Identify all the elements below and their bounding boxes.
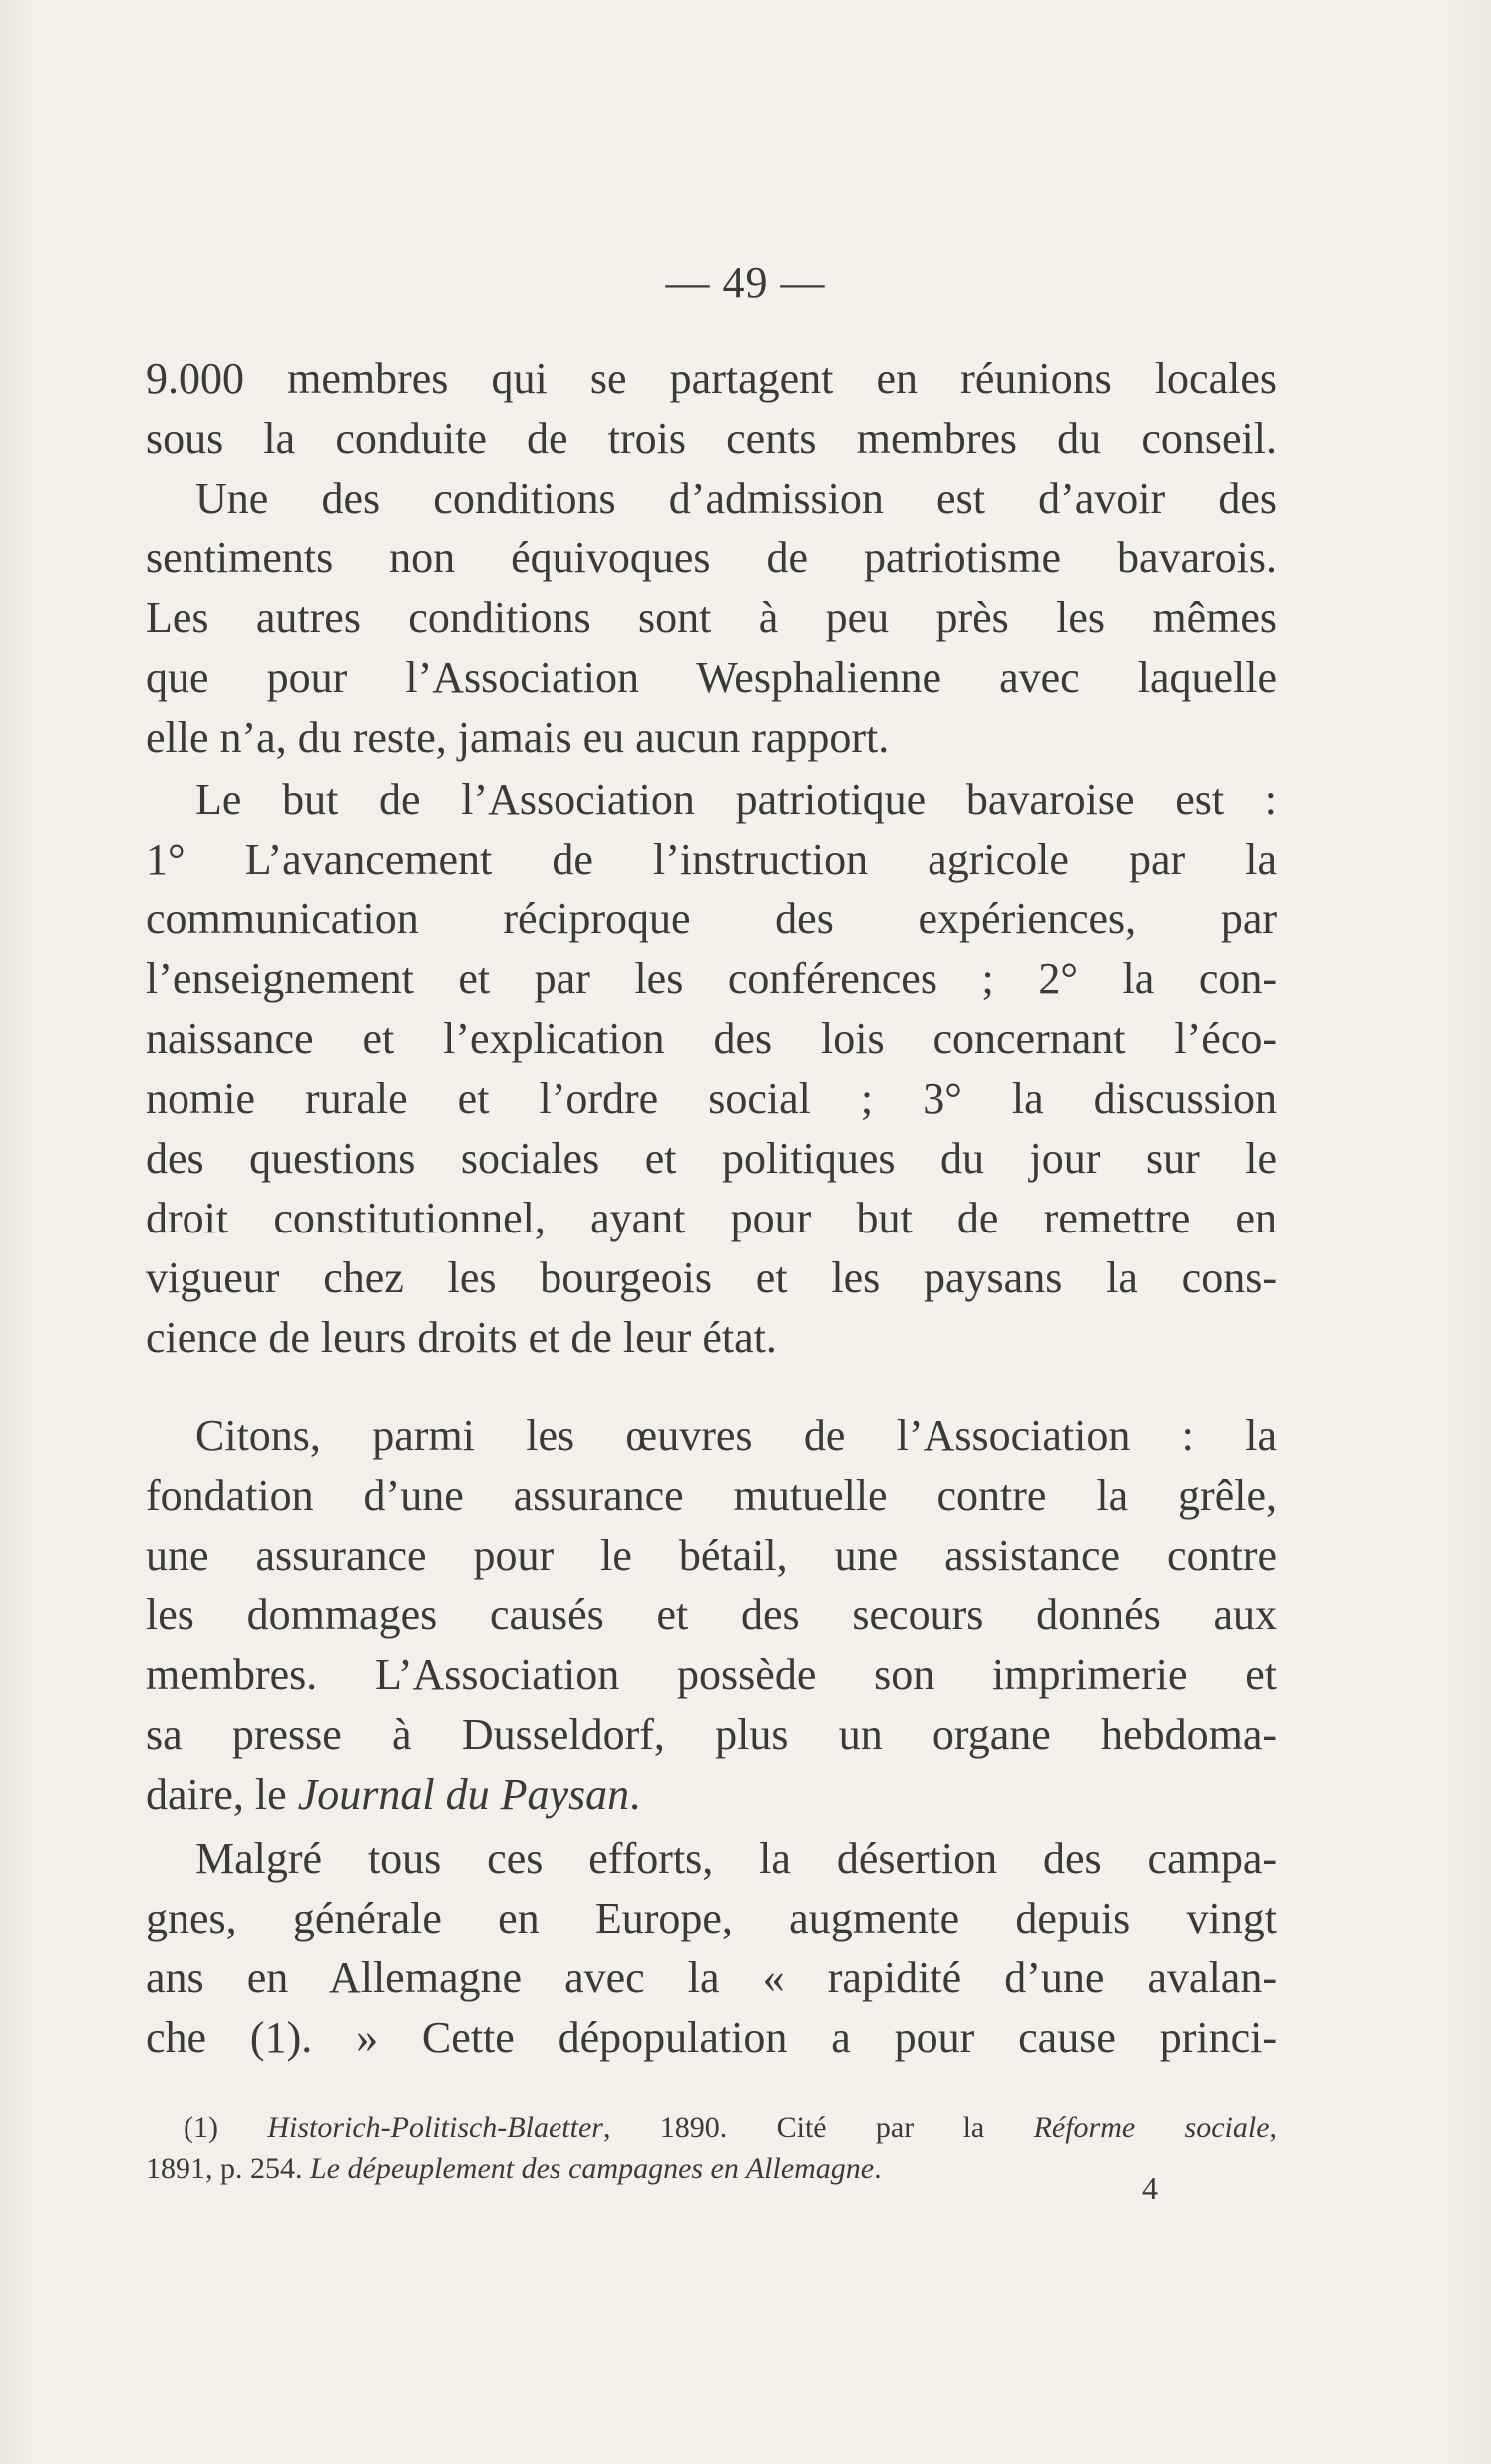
body-line: des questions sociales et politiques du jour sur le xyxy=(146,1134,1277,1183)
body-line: communication réciproque des expériences, par xyxy=(146,894,1277,943)
body-line: membres. L’Association possède son imprimerie et xyxy=(146,1650,1277,1699)
body-line: 9.000 membres qui se partagent en réunions locales xyxy=(146,354,1277,403)
footnote-year-page: 1891, p. 254. xyxy=(146,2152,310,2185)
body-line: che (1). » Cette dépopulation a pour cause princi- xyxy=(146,2013,1277,2062)
body-line: sentiments non équivoques de patriotisme bavarois. xyxy=(146,533,1277,582)
body-line: une assurance pour le bétail, une assistance contre xyxy=(146,1531,1277,1580)
journal-period: . xyxy=(629,1770,641,1819)
footnote-article-title: Le dépeuplement des campagnes en Allemagne xyxy=(310,2152,875,2185)
body-line: 1° L’avancement de l’instruction agricole par la xyxy=(146,835,1277,883)
body-line: Les autres conditions sont à peu près les mêmes xyxy=(146,593,1277,642)
body-line: ans en Allemagne avec la « rapidité d’une avalan- xyxy=(146,1953,1277,2002)
footnote-marker: (1) xyxy=(184,2111,268,2144)
body-line: nomie rurale et l’ordre social ; 3° la discussion xyxy=(146,1074,1277,1123)
body-line-text: daire, le xyxy=(146,1770,298,1819)
body-line-journal xyxy=(146,1765,1277,1825)
body-line: les dommages causés et des secours donnés aux xyxy=(146,1590,1277,1639)
body-line: que pour l’Association Wesphalienne avec laquelle xyxy=(146,653,1277,702)
body-line: Malgré tous ces efforts, la désertion des campa- xyxy=(195,1834,1277,1883)
body-line: l’enseignement et par les conférences ; 2° la con- xyxy=(146,954,1277,1003)
body-line: Une des conditions d’admission est d’avoir des xyxy=(195,474,1277,523)
signature-mark: 4 xyxy=(1142,2170,1158,2206)
body-line: fondation d’une assurance mutuelle contre la grêle, xyxy=(146,1471,1277,1520)
footnote-source-rest: , 1890. Cité par la xyxy=(602,2111,1034,2144)
footnote-reform-title: Réforme sociale xyxy=(1033,2111,1270,2144)
body-line: Le but de l’Association patriotique bavaroise est : xyxy=(195,775,1277,824)
body-line: Citons, parmi les œuvres de l’Association : la xyxy=(195,1411,1277,1460)
body-line: cience de leurs droits et de leur état. xyxy=(146,1313,777,1362)
footnote-article-after: . xyxy=(874,2152,882,2185)
body-line: droit constitutionnel, ayant pour but de remettre en xyxy=(146,1194,1277,1242)
body-line: sa presse à Dusseldorf, plus un organe hebdoma- xyxy=(146,1710,1277,1759)
page-number: — 49 — xyxy=(665,258,826,307)
body-line: elle n’a, du reste, jamais eu aucun rapport. xyxy=(146,713,890,762)
body-line: naissance et l’explication des lois concernant l’éco- xyxy=(146,1014,1277,1063)
body-line: gnes, générale en Europe, augmente depuis vingt xyxy=(146,1894,1277,1942)
footnote-line-1 xyxy=(184,2108,1277,2148)
body-line: vigueur chez les bourgeois et les paysans la cons- xyxy=(146,1253,1277,1302)
body-line: sous la conduite de trois cents membres du conseil. xyxy=(146,414,1277,463)
footnote-reform-after: , xyxy=(1269,2111,1278,2144)
footnote-line-2 xyxy=(146,2149,1277,2189)
footnote-source-title: Historich-Politisch-Blaetter xyxy=(267,2111,603,2144)
journal-title: Journal du Paysan xyxy=(297,1770,630,1819)
